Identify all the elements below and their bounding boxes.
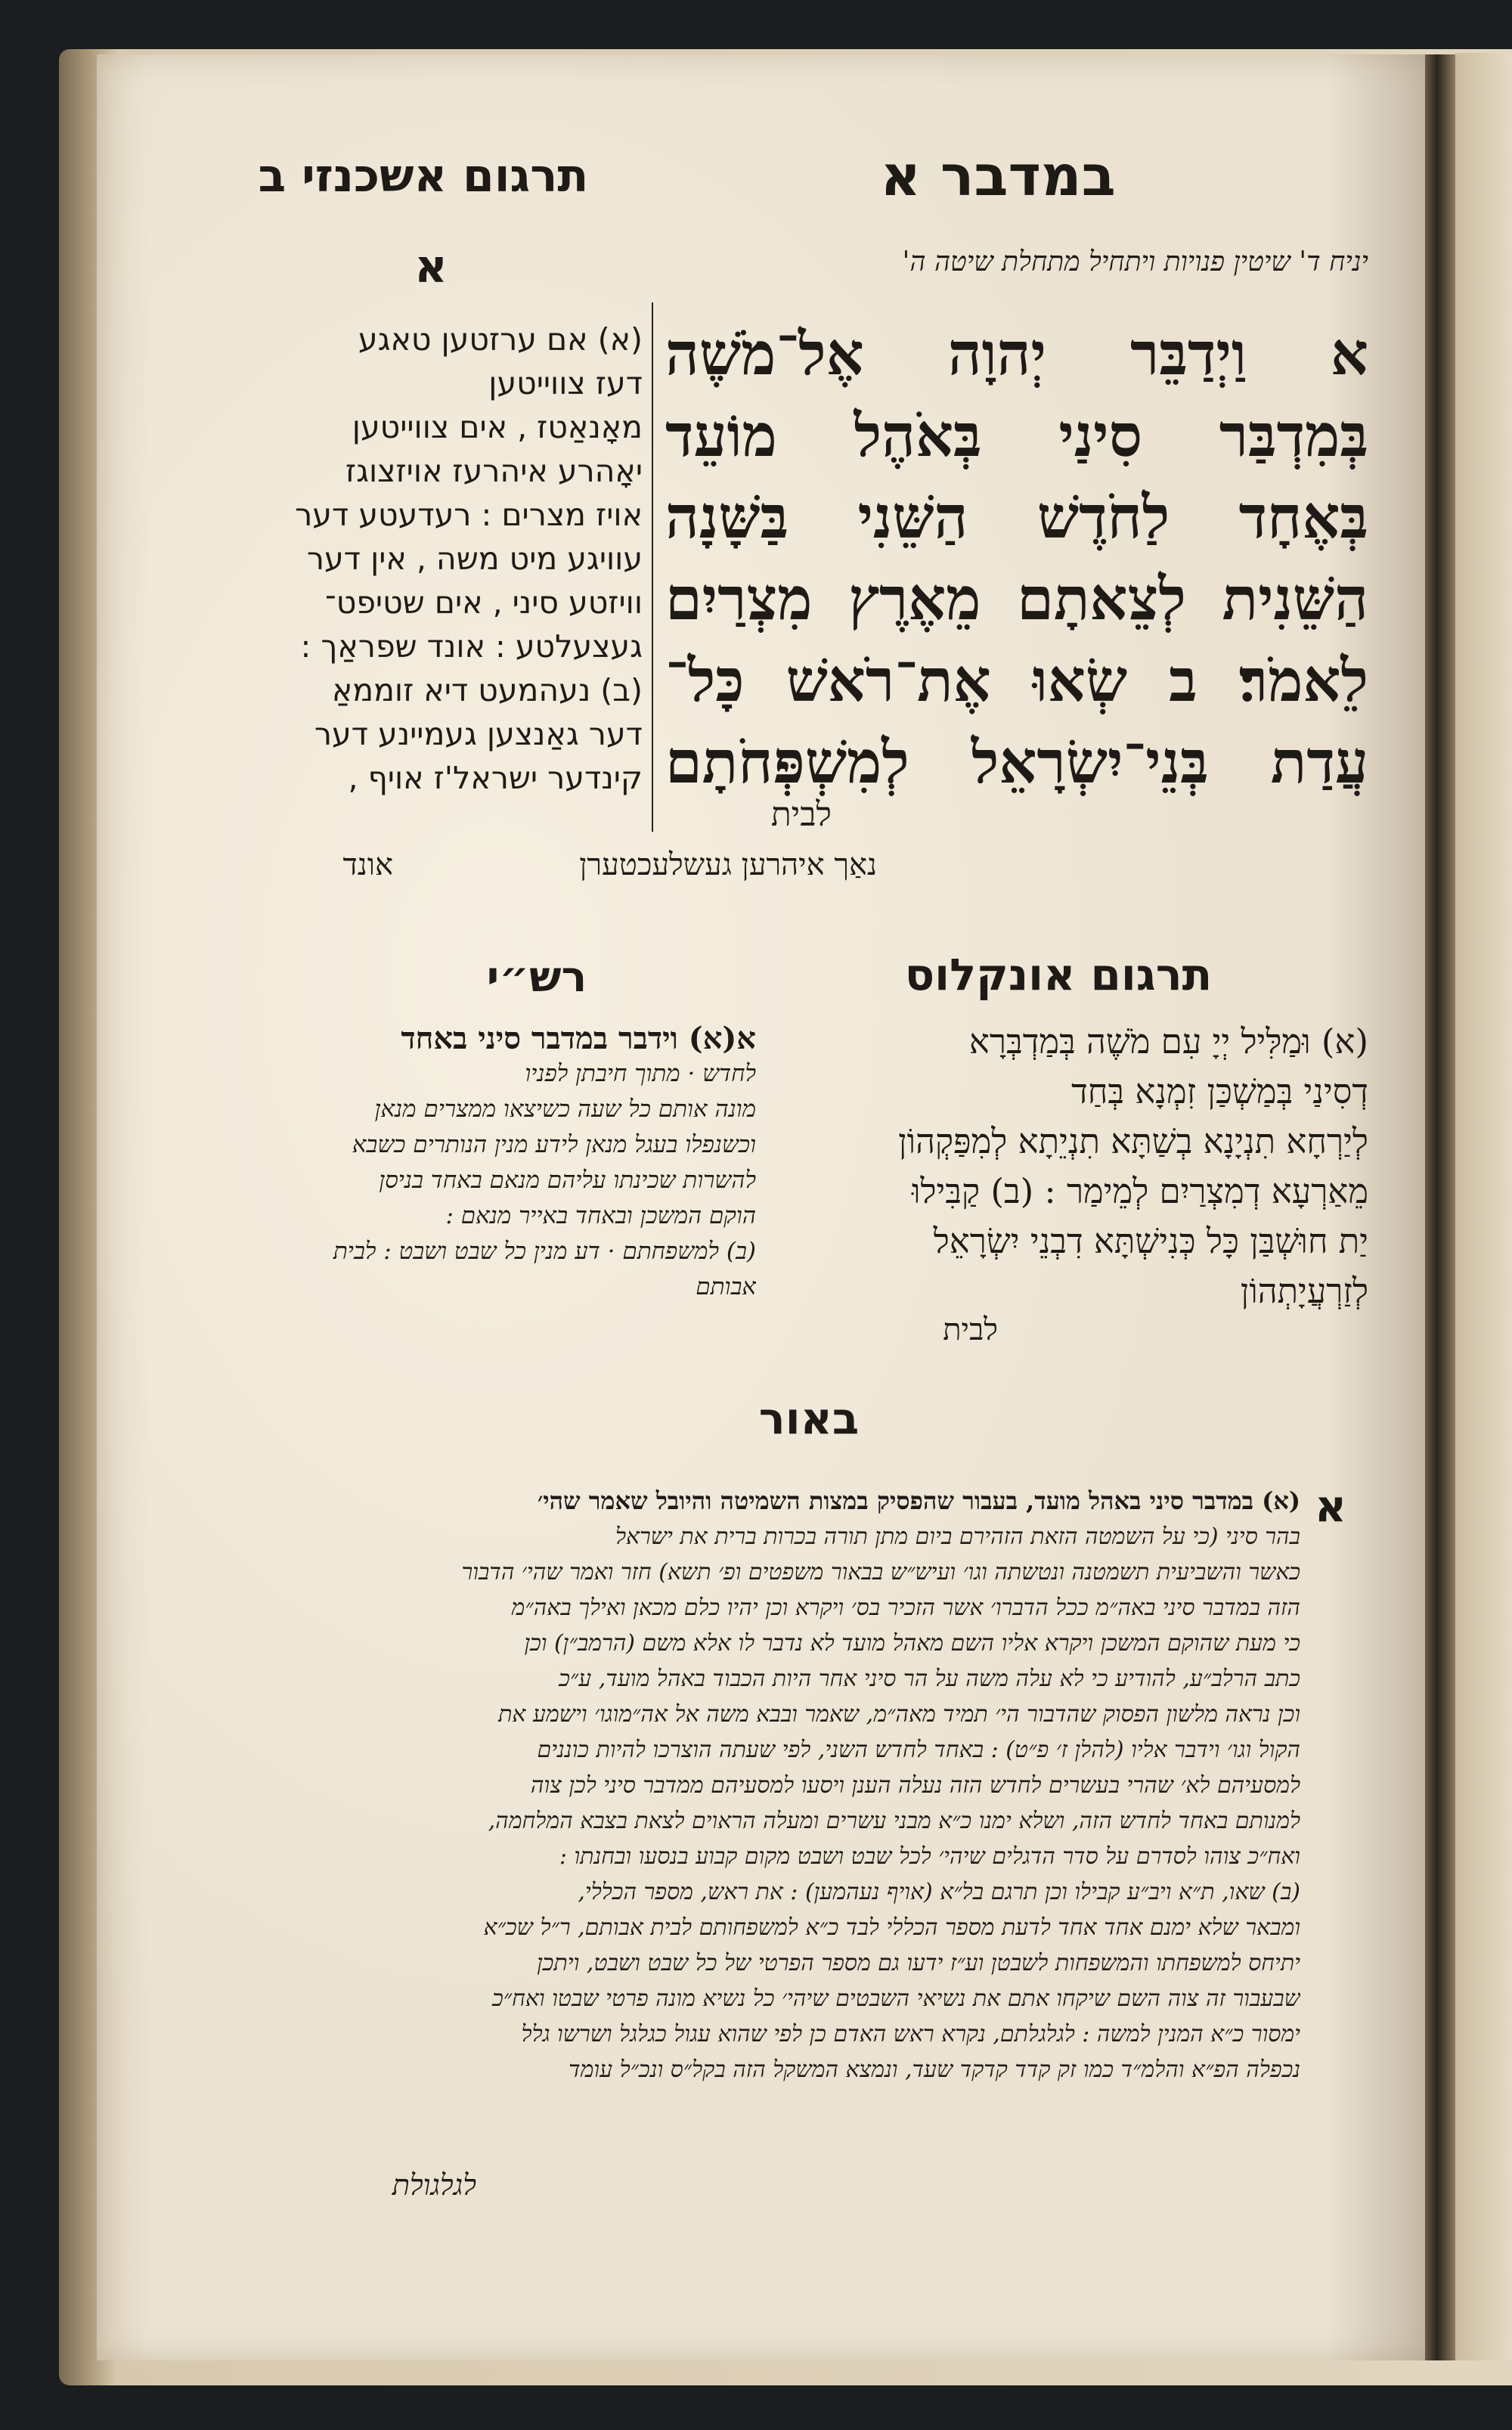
- onkelos-line: מֵאַרְעָא דְמִצְרַיִם לְמֵימַר : (ב) קַבִּילוּ: [911, 1171, 1368, 1211]
- onkelos-catchword: לבית: [943, 1313, 998, 1347]
- biur-line: למסעיהם לא׳ שהרי בעשרים לחדש הזה נעלה הענן ויסעו למסעיהם ממדבר סיני לכן צוה: [530, 1772, 1300, 1799]
- yiddish-line: מאָנאַטז , אים צווייטען: [352, 409, 643, 445]
- biur-line: (ב) שאו, ת״א ויב״ע קבילו וכן תרגם בל״א (אויף נעהמען) : את ראש, מספר הכללי,: [578, 1879, 1300, 1905]
- biur-line: כאשר והשביעית תשמטנה ונטשתה וגו׳ ועיש״ש בבאור משפטים ופ׳ תשא) חזר ואמר שהי׳ הדבור: [461, 1559, 1300, 1585]
- book-title-header: במדבר א: [880, 144, 1116, 209]
- onkelos-line: לְזַרְעֲיָתְהוֹן: [1240, 1271, 1368, 1311]
- biur-line: (א) במדבר סיני באהל מועד, בעבור שהפסיק במצות השמיטה והיובל שאמר שהי׳: [537, 1486, 1300, 1515]
- biur-line: ימסור כ״א המנין למשה : לגלגלתם, נקרא ראש האדם כן לפי שהוא עגול כגלגל ושרשו גלל: [521, 2021, 1300, 2047]
- yiddish-line: אויז מצרים : רעדעטע דער: [295, 497, 643, 533]
- onkelos-line: דְסִינַי בְּמַשְׁכַּן זִמְנָא בְּחַד: [1071, 1071, 1368, 1111]
- biur-line: יתיחס למשפחתו והמשפחות לשבטן וע״ז ידעו גם מספר הפרטי של כל שבט ושבט, ויתכן: [537, 1950, 1300, 1976]
- rashi-line: מונה אותם כל שעה כשיצאו ממצרים מנאן: [374, 1096, 756, 1123]
- biur-line: וכן נראה מלשון הפסוק שהדבור הי׳ תמיד מאה״מ, שאמר ובבא משה אל אה״מוגו׳ וישמע את: [498, 1701, 1300, 1728]
- yiddish-line: (א) אם ערזטען טאגע: [358, 321, 643, 358]
- biur-line: כי מעת שהוקם המשכן ויקרא אליו השם מאהל מועד לא נדבר לו אלא משם (הרמב״ן) וכן: [524, 1630, 1300, 1657]
- biur-line: הקול וגו׳ וידבר אליו (להלן ז׳ פ״ט) : באחד לחדש השני, לפי שעתה הוצרכו להיות כוננים: [537, 1737, 1300, 1763]
- yiddish-line: דער גאַנצען געמיינע דער: [314, 716, 643, 752]
- rashi-title: רש״י: [486, 953, 587, 1002]
- rashi-line: (ב) למשפחתם · דע מנין כל שבט ושבט : לבית: [333, 1238, 756, 1265]
- yiddish-line: (ב) נעהמעט דיא זוממאַ: [331, 672, 643, 708]
- rashi-line: וכשנפלו בעגל מנאן לידע מנין הנותרים כשבא: [352, 1131, 756, 1158]
- bible-catchword: לבית: [770, 795, 832, 834]
- onkelos-text: [771, 1017, 1368, 1316]
- rashi-line: להשרות שכינתו עליהם מנאם באחד בניסן: [379, 1167, 756, 1194]
- yiddish-line: קינדער ישראל'ז אויף ,: [348, 760, 643, 796]
- yiddish-chapter-letter: א: [414, 240, 448, 293]
- bible-text: [665, 314, 1368, 804]
- biur-line: הזה במדבר סיני באה״מ ככל הדברו׳ אשר הזכיר בס׳ ויקרא וכן יהיו כלם מכאן ואילך באה״מ: [511, 1595, 1300, 1621]
- yiddish-line: יאָהרע איהרעז אויזצוגז: [345, 453, 643, 489]
- column-divider: [652, 302, 653, 832]
- yiddish-line: דעז צווייטען: [488, 365, 643, 401]
- book-gutter: [1425, 54, 1455, 2360]
- onkelos-line: יַת חוּשְׁבַּן כָּל כְּנִישְׁתָּא דִבְנֵי יִשְׂרָאֵל: [933, 1221, 1368, 1261]
- biur-line: נכפלה הפ״א והלמ״ד כמו זק קדד קדקד שעד, ונמצא המשקל הזה בקל״ס ונכ״ל עומד: [569, 2057, 1300, 2083]
- bible-line: עֲדַת בְּנֵי־יִשְׂרָאֵל לְמִשְׁפְּחֹתָם: [665, 728, 1368, 797]
- bible-line: הַשֵּׁנִית לְצֵאתָם מֵאֶרֶץ מִצְרַיִם: [665, 565, 1368, 634]
- rashi-line: הוקם המשכן ובאחד באייר מנאם :: [445, 1202, 756, 1229]
- biur-line: למנותם באחד לחדש הזה, ושלא ימנו כ״א מבני עשרים ומעלה הראוים לצאת בצבא המלחמה,: [488, 1808, 1300, 1834]
- biur-line: בהר סיני (כי על השמטה הזאת הזהירם ביום מתן תורה בכרות ברית את ישראל: [615, 1523, 1300, 1550]
- biur-line: ומבאר שלא ימנם אחד אחד לדעת מספר הכללי לבד כ״א למשפחותם לבית אבותם, ר״ל שכ״א: [483, 1914, 1300, 1941]
- reading-note: יניח ד' שיטין פנויות ויתחיל מתחלת שיטה ה': [902, 246, 1368, 277]
- biur-text: [227, 1483, 1300, 2088]
- rashi-line: לחדש · מתוך חיבתן לפניו: [525, 1060, 756, 1087]
- targum-title-header: תרגום אשכנזי ב: [258, 150, 589, 203]
- yiddish-translation: [227, 318, 643, 800]
- bible-line: לֵאמֹר׃ ב שְׂאוּ אֶת־רֹאשׁ כָּל־: [665, 646, 1368, 715]
- onkelos-title: תרגום אונקלוס: [904, 949, 1213, 1000]
- biur-title: באור: [758, 1393, 860, 1444]
- bible-line: בְּאֶחָד לַחֹדֶשׁ הַשֵּׁנִי בַּשָּׁנָה: [665, 483, 1368, 552]
- biur-line: כתב הרלב״ע, להודיע כי לא עלה משה על הר סיני אחר היות הכבוד באהל מועד, ע״כ: [559, 1666, 1300, 1692]
- facing-page-edge: [1455, 53, 1512, 2360]
- onkelos-line: (א) וּמַלִּיל יְיָ עִם מֹשֶׁה בְּמַדְבְּרָא: [968, 1021, 1368, 1062]
- biur-chapter-letter: א: [1314, 1480, 1347, 1532]
- biur-catchword: לגלגולת: [392, 2168, 476, 2202]
- yiddish-line: עוויגע מיט משה , אין דער: [306, 541, 643, 577]
- rashi-text: [227, 1021, 756, 1305]
- yiddish-line: וויזטע סיני , אים שטיפט־: [324, 584, 643, 621]
- onkelos-line: לְיַרְחָא תִנְיָנָא בְשַׁתָּא תִנְיֵתָא לְמִפַּקְהוֹן: [898, 1121, 1368, 1161]
- yiddish-catchword-end: אונד: [342, 848, 393, 882]
- biur-line: שבעבור זה צוה השם שיקחו אתם את נשיאי השבטים שיהי׳ כל נשיא מונה פרטי שבטו ואח״כ: [492, 1985, 1300, 2012]
- rashi-line: א(א) וידבר במדבר סיני באחד: [401, 1021, 756, 1056]
- yiddish-catchword: נאַך איהרען געשלעכטערן: [579, 848, 877, 882]
- bible-line: א וַיְדַבֵּר יְהוָה אֶל־מֹשֶׁה: [665, 320, 1368, 389]
- yiddish-line: געצעלטע : אונד שפראַך :: [300, 628, 643, 665]
- bible-line: בְּמִדְבַּר סִינַי בְּאֹהֶל מוֹעֵד: [665, 401, 1368, 470]
- rashi-line: אבותם: [696, 1273, 756, 1300]
- biur-line: ואח״כ צוהו לסדרם על סדר הדגלים שיהי׳ לכל שבט ושבט מקום קבוע בנסעו ובחנתו :: [559, 1843, 1300, 1870]
